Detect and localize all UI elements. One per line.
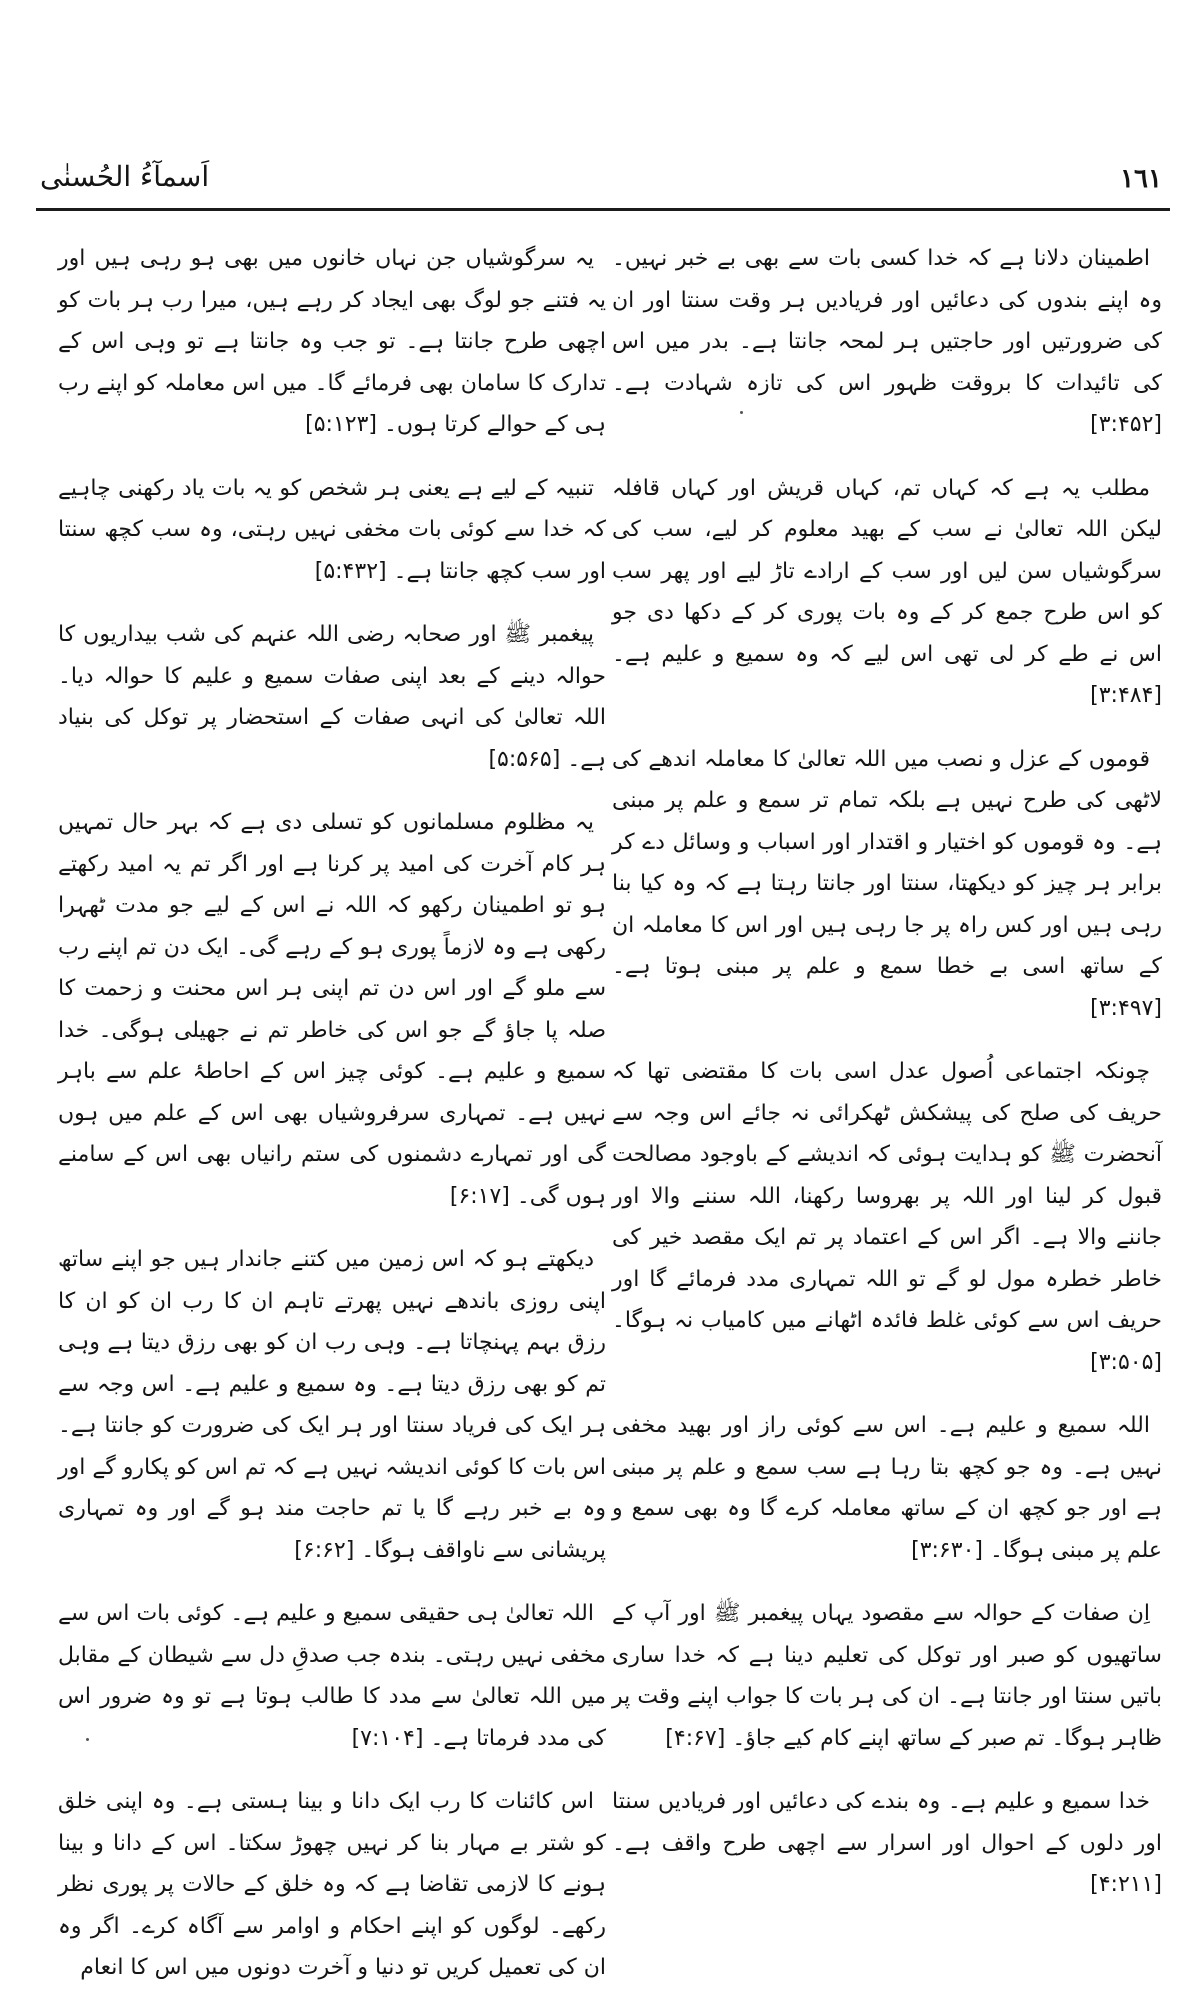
verse-reference: [۵:۴۳۲]	[314, 558, 387, 584]
paragraph: چونکہ اجتماعی اُصول عدل اسی بات کا مقتضی تھا کہ حریف کی صلح کی پیشکش ٹھکرائی نہ جائے اس وجہ سے آنحضرت ﷺ کو ہدایت ہوئی کہ اندیشے کے باوجود مصالحت قبول کر لینا اور اللہ پر بھروسا رکھنا، اللہ سننے والا اور جاننے والا ہے۔ اگر اس کے اعتماد پر تم ایک مقصد خیر کی خاطر خطرہ مول لو گے تو اللہ تمہاری مدد فرمائے گا اور حریف اس سے کوئی غلط فائدہ اٹھانے میں کامیاب نہ ہوگا۔ [۳:۵۰۵]	[612, 1059, 1162, 1375]
paragraph: اللہ سمیع و علیم ہے۔ اس سے کوئی راز اور بھید مخفی نہیں ہے۔ وہ جو کچھ بتا رہا ہے سب سمع و علم پر مبنی ہے اور جو کچھ ان کے ساتھ معاملہ کرے گا وہ بھی سمع و علم پر مبنی ہوگا۔ [۳:۶۳۰]	[612, 1413, 1162, 1563]
paragraph: اطمینان دلانا ہے کہ خدا کسی بات سے بھی بے خبر نہیں۔ وہ اپنے بندوں کی دعائیں اور فریادیں ہر وقت سنتا اور ان کی ضرورتیں اور حاجتیں ہر لمحہ جانتا ہے۔ بدر میں اس کی تائیدات کا بروقت ظہور اس کی تازہ شہادت ہے۔ [۳:۴۵۲]	[612, 246, 1162, 437]
verse-reference: [۴:۶۷]	[665, 1725, 726, 1751]
page-number: ١٦١	[1120, 164, 1162, 194]
verse-reference: [۳:۴۸۴]	[1090, 683, 1162, 708]
paragraph: اس کائنات کا رب ایک دانا و بینا ہستی ہے۔ وہ اپنی خلق کو شتر بے مہار بنا کر نہیں چھوڑ سکتا۔ اس کے دانا و بینا ہونے کا لازمی تقاضا ہے کہ وہ خلق کے حالات پر پوری نظر رکھے۔ لوگوں کو اپنے احکام و اوامر سے آگاہ کرے۔ اگر وہ ان کی تعمیل کریں تو دنیا و آخرت دونوں میں اس کا انعام	[58, 1789, 606, 1980]
verse-reference: [۶:۶۲]	[294, 1537, 355, 1563]
verse-reference: [۶:۱۷]	[449, 1183, 510, 1209]
paragraph: پیغمبر ﷺ اور صحابہ رضی اللہ عنہم کی شب بیداریوں کا حوالہ دینے کے بعد اپنی صفات سمیع و علیم کا حوالہ دیا۔ اللہ تعالیٰ کی انہی صفات کے استحضار پر توکل کی بنیاد ہے۔ [۵:۵۶۵]	[58, 622, 606, 772]
scan-speck	[740, 411, 743, 414]
verse-reference: [۳:۴۵۲]	[1090, 412, 1162, 437]
verse-reference: [۷:۱۰۴]	[351, 1725, 424, 1751]
paragraph: یہ مظلوم مسلمانوں کو تسلی دی ہے کہ بہر حال تمہیں ہر کام آخرت کی امید پر کرنا ہے اور اگر تم یہ امید رکھتے ہو تو اطمینان رکھو کہ اللہ نے اس کے لیے جو مدت ٹھہرا رکھی ہے وہ لازماً پوری ہو کے رہے گی۔ ایک دن تم اپنے رب سے ملو گے اور اس دن تم اپنی ہر اس محنت و زحمت کا صلہ پا جاؤ گے جو اس کی خاطر تم نے جھیلی ہوگی۔ خدا سمیع و علیم ہے۔ کوئی چیز اس کے احاطۂ علم سے باہر نہیں ہے۔ تمہاری سرفروشیاں بھی اس کے علم میں ہوں گی اور تمہارے دشمنوں کی ستم رانیاں بھی اس کے سامنے ہوں گی۔ [۶:۱۷]	[58, 810, 606, 1209]
paragraph: دیکھتے ہو کہ اس زمین میں کتنے جاندار ہیں جو اپنے ساتھ اپنی روزی باندھے نہیں پھرتے تاہم ان کا رب ان کو ان کا رزق بہم پہنچاتا ہے۔ وہی رب ان کو بھی رزق دیتا ہے وہی تم کو بھی رزق دیتا ہے۔ وہ سمیع و علیم ہے۔ اس وجہ سے ہر ایک کی فریاد سنتا اور ہر ایک کی ضرورت کو جانتا ہے۔ اس بات کا کوئی اندیشہ نہیں ہے کہ تم اس کو پکارو گے اور وہ بے خبر رہے گا یا تم حاجت مند ہو گے اور وہ تمہاری پریشانی سے ناواقف ہوگا۔ [۶:۶۲]	[58, 1247, 606, 1563]
right-column	[612, 238, 1162, 1928]
paragraph: قوموں کے عزل و نصب میں اللہ تعالیٰ کا معاملہ اندھے کی لاٹھی کی طرح نہیں ہے بلکہ تمام تر سمع و علم پر مبنی ہے۔ وہ قوموں کو اختیار و اقتدار اور اسباب و وسائل دے کر برابر ہر چیز کو دیکھتا، سنتا اور جانتا رہتا ہے کہ وہ کیا بنا رہی ہیں اور کس راہ پر جا رہی ہیں اور اس کا معاملہ ان کے ساتھ اسی بے خطا سمع و علم پر مبنی ہوتا ہے۔ [۳:۴۹۷]	[612, 746, 1162, 1021]
paragraph: خدا سمیع و علیم ہے۔ وہ بندے کی دعائیں اور فریادیں سنتا اور دلوں کے احوال اور اسرار سے اچھی طرح واقف ہے۔ [۴:۲۱۱]	[612, 1789, 1162, 1897]
paragraph: تنبیہ کے لیے ہے یعنی ہر شخص کو یہ بات یاد رکھنی چاہیے کہ خدا سے کوئی بات مخفی نہیں رہتی، وہ سب کچھ سنتا اور سب کچھ جانتا ہے۔ [۵:۴۳۲]	[58, 475, 606, 584]
running-title: اَسمآءُ الحُسنٰی	[40, 160, 210, 193]
header-divider	[36, 208, 1170, 211]
verse-reference: [۳:۶۳۰]	[911, 1537, 983, 1563]
paragraph: یہ سرگوشیاں جن نہاں خانوں میں بھی ہو رہی ہیں اور یہ فتنے جو لوگ بھی ایجاد کر رہے ہیں، میرا رب ہر بات کو اچھی طرح جانتا ہے۔ تو جب وہ جانتا ہے تو وہی اس کے تدارک کا سامان بھی فرمائے گا۔ میں اس معاملہ کو اپنے رب ہی کے حوالے کرتا ہوں۔ [۵:۱۲۳]	[58, 246, 606, 437]
paragraph: اللہ تعالیٰ ہی حقیقی سمیع و علیم ہے۔ کوئی بات اس سے مخفی نہیں رہتی۔ بندہ جب صدقِ دل سے شیطان کے مقابل میں اللہ تعالیٰ سے مدد کا طالب ہوتا ہے تو وہ ضرور اس کی مدد فرماتا ہے۔ [۷:۱۰۴]	[58, 1601, 606, 1751]
left-column	[58, 238, 606, 2011]
verse-reference: [۳:۵۰۵]	[1090, 1349, 1162, 1375]
verse-reference: [۴:۲۱۱]	[1090, 1872, 1162, 1897]
verse-reference: [۵:۱۲۳]	[305, 412, 378, 437]
paragraph: مطلب یہ ہے کہ کہاں تم، کہاں قریش اور کہاں قافلہ لیکن اللہ تعالیٰ نے سب کے بھید معلوم کر لیے، سب کی سرگوشیاں سن لیں اور سب کے ارادے تاڑ لیے اور پھر سب کو اس طرح جمع کر کے وہ بات پوری کر کے دکھا دی جو اس نے طے کر لی تھی اس لیے کہ وہ سمیع و علیم ہے۔ [۳:۴۸۴]	[612, 475, 1162, 708]
verse-reference: [۵:۵۶۵]	[488, 746, 561, 772]
scan-speck	[86, 1738, 89, 1741]
paragraph: اِن صفات کے حوالہ سے مقصود یہاں پیغمبر ﷺ اور آپ کے ساتھیوں کو صبر اور توکل کی تعلیم دینا ہے کہ خدا ساری باتیں سنتا اور جانتا ہے۔ ان کی ہر بات کا جواب اپنے وقت پر ظاہر ہوگا۔ تم صبر کے ساتھ اپنے کام کیے جاؤ۔ [۴:۶۷]	[612, 1601, 1162, 1751]
page-header	[36, 160, 1170, 210]
verse-reference: [۳:۴۹۷]	[1090, 995, 1162, 1021]
